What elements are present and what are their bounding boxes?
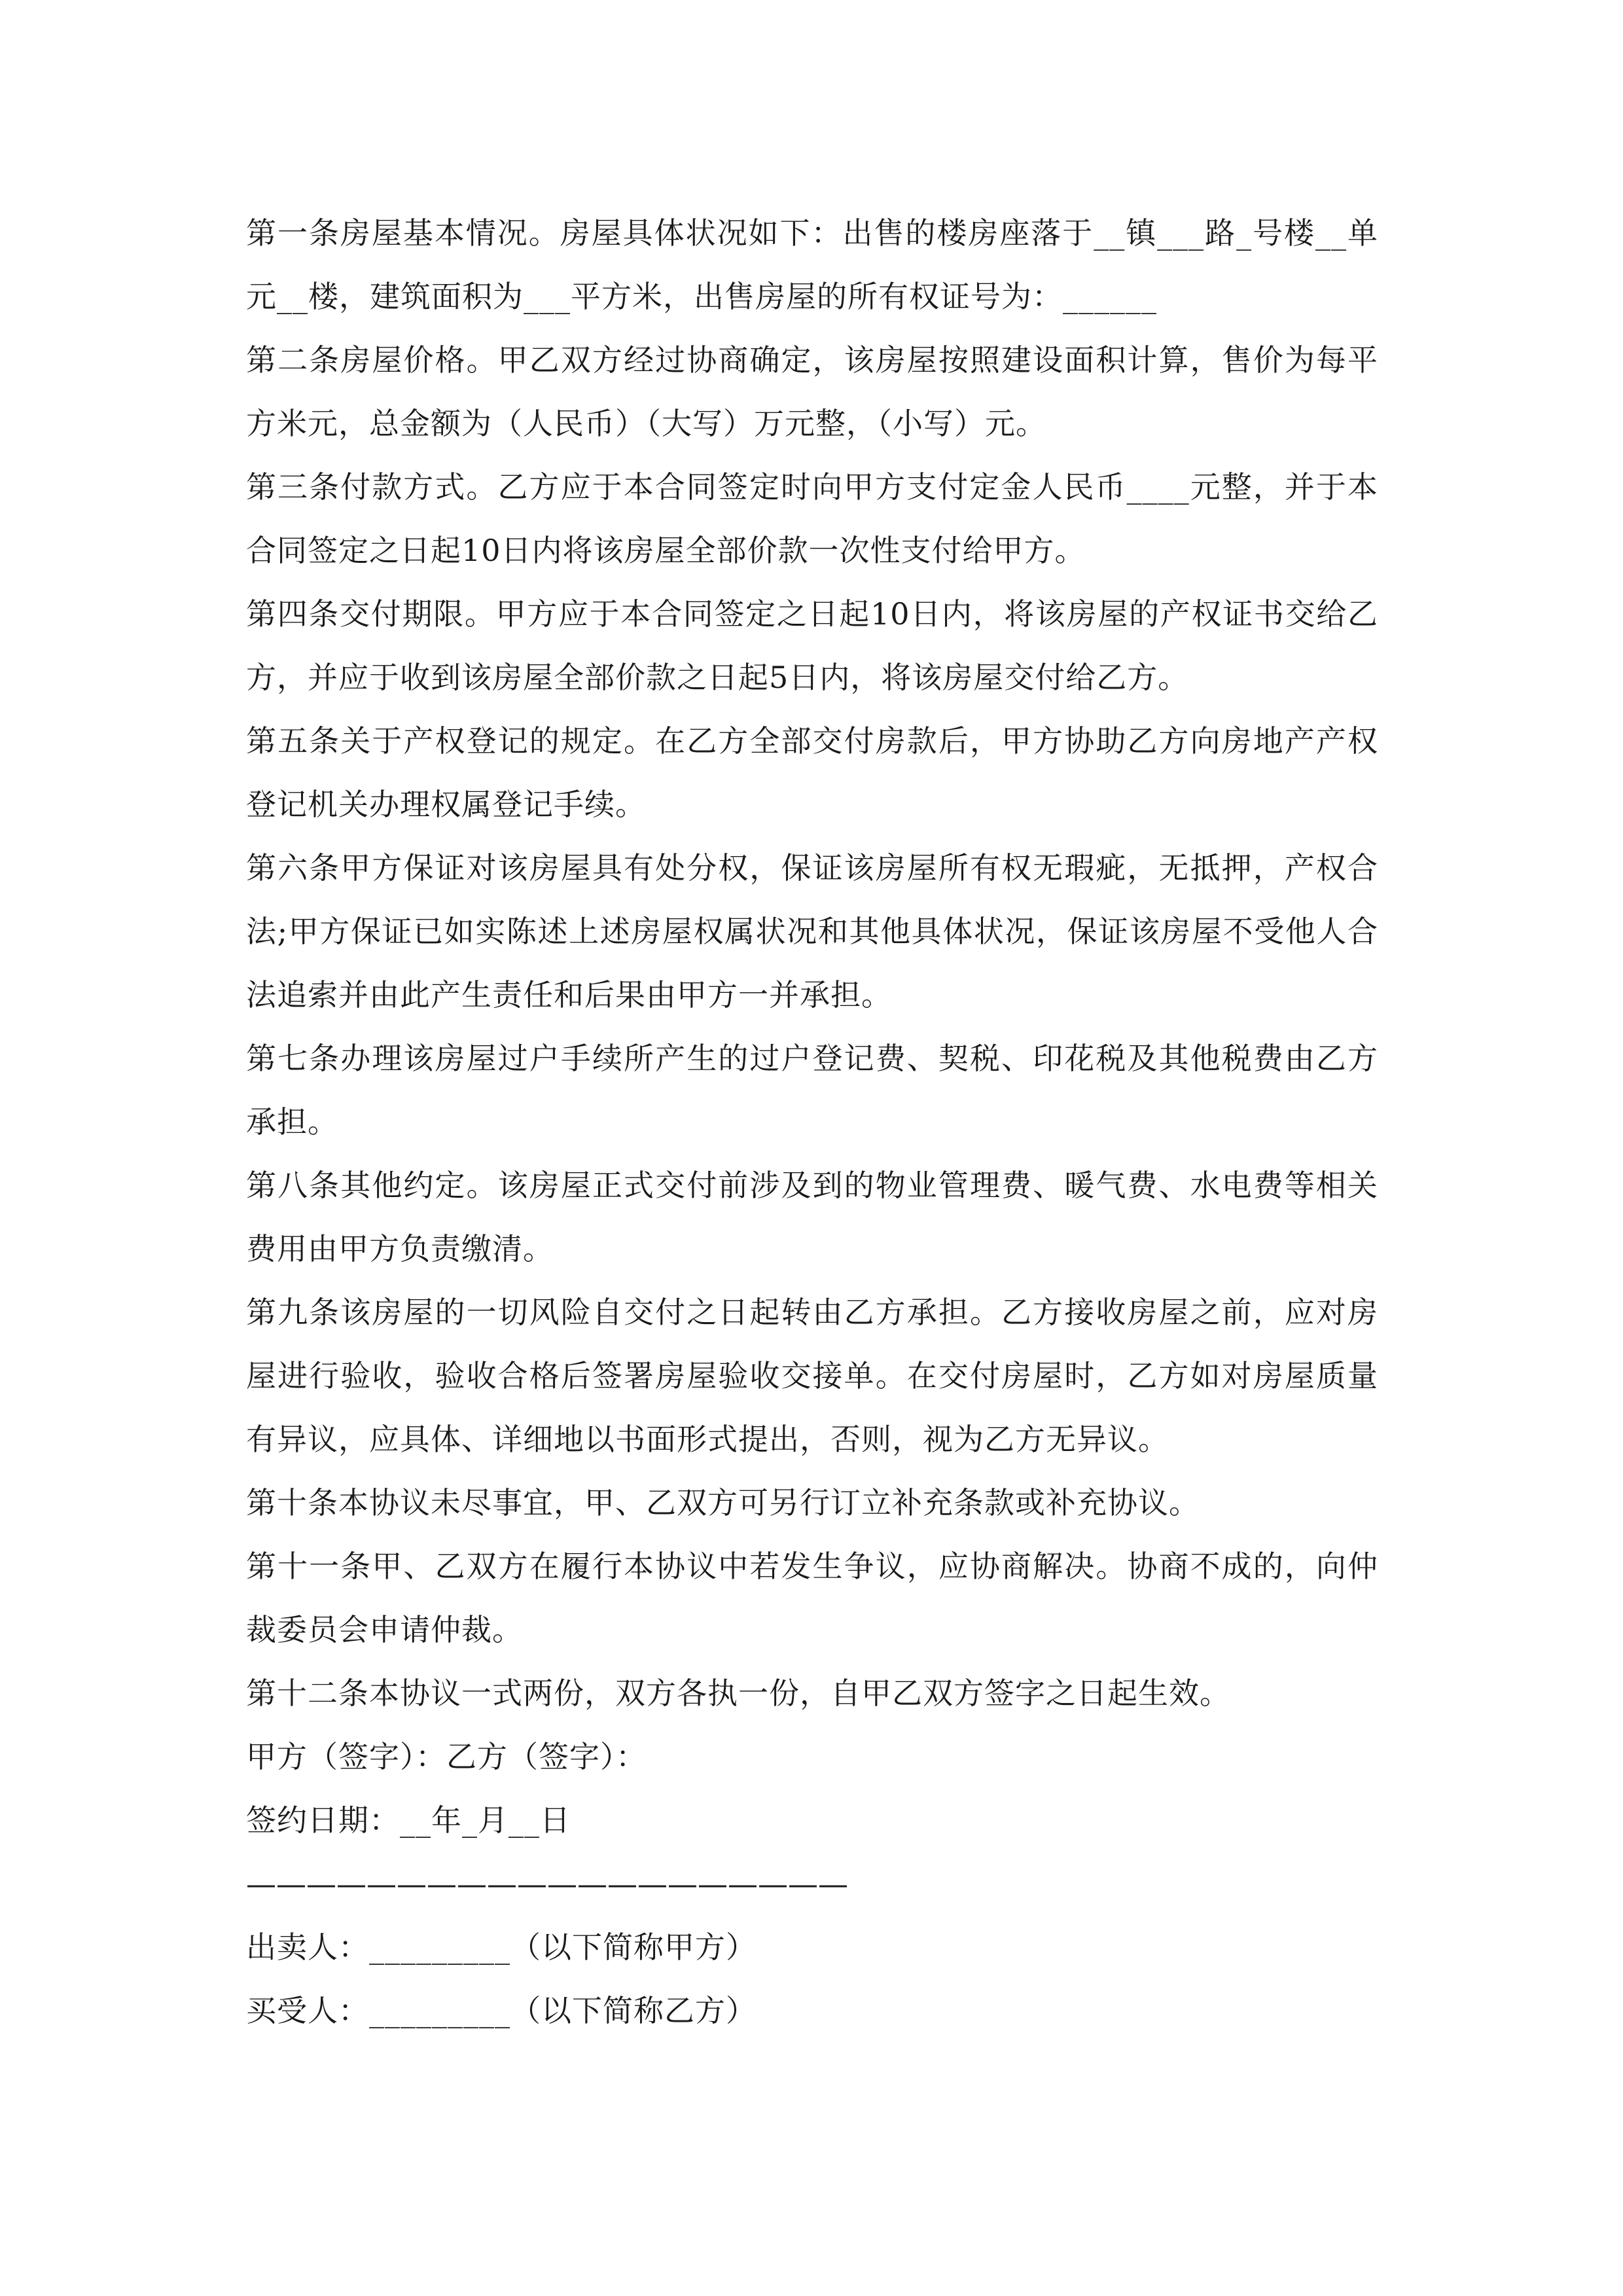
clause-12: 第十二条本协议一式两份，双方各执一份，自甲乙双方签字之日起生效。: [246, 1676, 1230, 1711]
clause-7: 第七条办理该房屋过户手续所产生的过户登记费、契税、印花税及其他税费由乙方承担。: [246, 1041, 1378, 1139]
clause-8: 第八条其他约定。该房屋正式交付前涉及到的物业管理费、暖气费、水电费等相关费用由甲方负责缴清。: [246, 1168, 1378, 1266]
clause-4: 第四条交付期限。甲方应于本合同签定之日起10日内，将该房屋的产权证书交给乙方，并应于收到该房屋全部价款之日起5日内，将该房屋交付给乙方。: [246, 596, 1378, 695]
clause-6: 第六条甲方保证对该房屋具有处分权，保证该房屋所有权无瑕疵，无抵押，产权合法;甲方保证已如实陈述上述房屋权属状况和其他具体状况，保证该房屋不受他人合法追索并由此产生责任和后果由甲方一并承担。: [246, 850, 1378, 1013]
clause-3: 第三条付款方式。乙方应于本合同签定时向甲方支付定金人民币____元整，并于本合同签定之日起10日内将该房屋全部价款一次性支付给甲方。: [246, 469, 1378, 568]
clause-10: 第十条本协议未尽事宜，甲、乙双方可另行订立补充条款或补充协议。: [246, 1485, 1200, 1520]
clause-9: 第九条该房屋的一切风险自交付之日起转由乙方承担。乙方接收房屋之前，应对房屋进行验收，验收合格后签署房屋验收交接单。在交付房屋时，乙方如对房屋质量有异议，应具体、详细地以书面形式提出，否则，视为乙方无异议。: [246, 1295, 1378, 1457]
clause-1: 第一条房屋基本情况。房屋具体状况如下：出售的楼房座落于__镇___路_号楼__单元__楼，建筑面积为___平方米，出售房屋的所有权证号为：______: [246, 215, 1379, 314]
clause-5: 第五条关于产权登记的规定。在乙方全部交付房款后，甲方协助乙方向房地产产权登记机关办理权属登记手续。: [246, 723, 1378, 822]
contract-page: [246, 202, 1378, 2043]
seller-line: 出卖人：_________（以下简称甲方）: [246, 1929, 757, 1965]
signature-line: 甲方（签字）：乙方（签字）：: [246, 1739, 647, 1774]
date-line: 签约日期：__年_月__日: [246, 1803, 571, 1838]
buyer-line: 买受人：_________（以下简称乙方）: [246, 1993, 757, 2028]
clause-11: 第十一条甲、乙双方在履行本协议中若发生争议，应协商解决。协商不成的，向仲裁委员会申请仲裁。: [246, 1549, 1378, 1647]
separator-line: ————————————————————: [246, 1866, 848, 1901]
clause-2: 第二条房屋价格。甲乙双方经过协商确定，该房屋按照建设面积计算，售价为每平方米元，总金额为（人民币）（大写）万元整，（小写）元。: [246, 342, 1378, 441]
